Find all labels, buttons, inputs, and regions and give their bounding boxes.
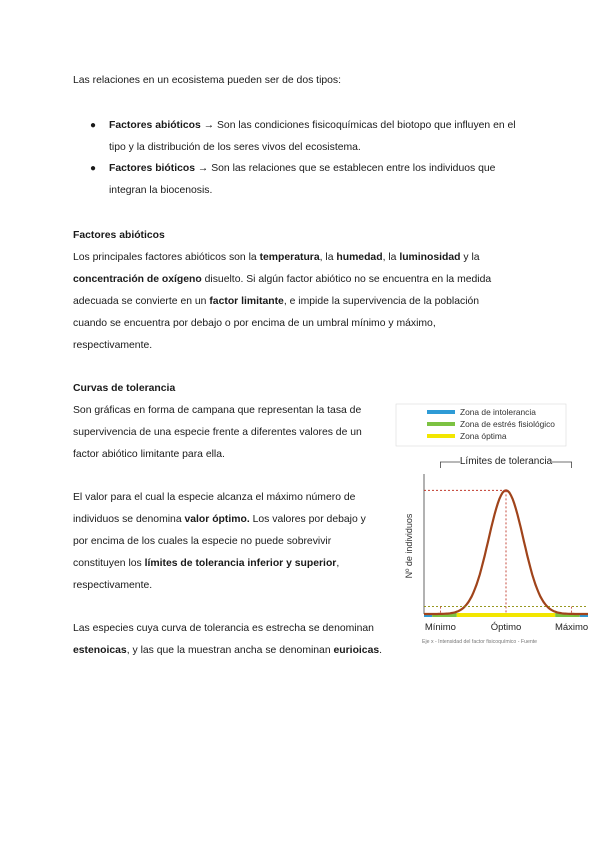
term-bioticos: Factores bióticos: [109, 163, 196, 174]
bullet-bioticos: [109, 162, 495, 176]
x-tick-label: Máximo: [554, 622, 589, 633]
tolerance-curve-chart: [392, 402, 600, 652]
arrow-icon: →: [195, 163, 212, 174]
abioticos-line5: respectivamente.: [73, 340, 153, 351]
intro-paragraph: Las relaciones en un ecosistema pueden ser de dos tipos:: [73, 75, 342, 86]
heading-factores-abioticos: Factores abióticos: [73, 230, 165, 241]
curvas-p1-line1: Son gráficas en forma de campana que representan la tasa de: [73, 405, 362, 416]
y-axis-label: Nº de individuos: [404, 513, 414, 579]
legend-swatch: [427, 410, 455, 414]
bullet-abioticos: [109, 119, 516, 133]
x-tick-label: Mínimo: [424, 622, 456, 633]
bullet-bioticos-line2: integran la biocenosis.: [109, 185, 213, 196]
legend-label: Zona de intolerancia: [460, 407, 536, 417]
bullet-bioticos-line1: Son las relaciones que se establecen entre los individuos que: [211, 163, 496, 174]
x-axis-label: Eje x - Intensidad del factor fisicoquímico - Fuente: [422, 639, 538, 645]
chart-title: Límites de tolerancia: [459, 456, 553, 467]
curvas-p2-line3: por encima de los cuales la especie no puede sobrevivir: [73, 536, 332, 547]
curvas-p2-line5: respectivamente.: [73, 580, 153, 591]
curvas-p2-line4: constituyen los límites de tolerancia inferior y superior,: [73, 558, 340, 569]
curvas-p3-line2: estenoicas, y las que la muestran ancha se denominan eurioicas.: [73, 645, 383, 656]
bullet-icon: ●: [90, 120, 97, 131]
curvas-p2-line1: El valor para el cual la especie alcanza el máximo número de: [73, 492, 356, 503]
bullet-abioticos-line1: Son las condiciones fisicoquímicas del biotopo que influyen en el: [216, 120, 516, 131]
curvas-p1-line3: factor abiótico limitante para ella.: [73, 449, 225, 460]
legend-swatch: [427, 422, 455, 426]
bullet-abioticos-line2: tipo y la distribución de los seres vivos del ecosistema.: [109, 142, 361, 153]
bullet-icon: ●: [90, 163, 97, 174]
abioticos-line1: Los principales factores abióticos son la temperatura, la humedad, la luminosidad y la: [73, 252, 480, 263]
arrow-icon: →: [200, 120, 217, 131]
legend-swatch: [427, 434, 455, 438]
curvas-p3-line1: Las especies cuya curva de tolerancia es estrecha se denominan: [73, 623, 374, 634]
legend-label: Zona de estrés fisiológico: [460, 419, 555, 429]
curvas-p1-line2: supervivencia de una especie frente a diferentes valores de un: [73, 427, 362, 438]
term-abioticos: Factores abióticos: [109, 120, 201, 131]
heading-curvas-tolerancia: Curvas de tolerancia: [73, 383, 176, 394]
abioticos-line4: cuando se encuentra por debajo o por encima de un umbral mínimo y máximo,: [73, 318, 436, 329]
curvas-p2-line2: individuos se denomina valor óptimo. Los valores por debajo y: [73, 514, 366, 525]
abioticos-line2: concentración de oxígeno disuelto. Si algún factor abiótico no se encuentra en la medida: [73, 274, 492, 285]
abioticos-line3: adecuada se convierte en un factor limitante, e impide la supervivencia de la población: [73, 296, 480, 307]
legend-label: Zona óptima: [460, 431, 507, 441]
x-tick-label: Óptimo: [490, 622, 522, 633]
zone-segment: [457, 613, 555, 617]
